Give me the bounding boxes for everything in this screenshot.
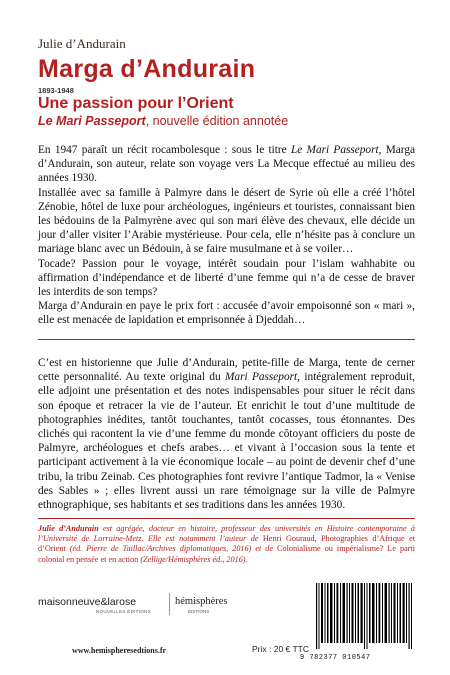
bio-book-title: Henri Gouraud, Photographies d’Afrique et d’Orient (38, 534, 415, 554)
publisher-separator (169, 593, 170, 615)
edition-note: , nouvelle édition annotée (145, 114, 289, 128)
blurb-paragraph (38, 356, 415, 512)
book-subtitle: Une passion pour l’Orient (38, 95, 234, 112)
price-label: Prix : 20 € TTC (252, 644, 309, 654)
blurb-book-title: Le Mari Passeport (290, 144, 379, 156)
blurb-book-title: Mari Passeport (225, 371, 298, 384)
bio-text: (éd. Pierre de Taillac/Archives diplomatiques, 2016) et de (65, 544, 278, 554)
blurb-text: C’est en historienne que Julie d’Andurain, petite-fille de Marga, tente de cerner cette personnalité. Au texte original du (38, 357, 415, 384)
author-bio (38, 524, 415, 565)
life-dates: 1893-1948 (38, 86, 74, 95)
edition-title: Le Mari Passeport (38, 114, 146, 128)
edition-line (38, 114, 288, 128)
blurb-text: , Marga d’Andurain, son auteur, relate son voyage vers La Mecque effectué au milieu des années 1930. (38, 144, 415, 185)
publisher-logo-maisonneuve: maisonneuve&larose (38, 596, 137, 608)
bio-text: est agrégée, docteur en histoire, professeur des universités en Histoire contemporaine à l’Université de Lorraine-Metz. Elle est notamment l’auteur de (38, 524, 415, 544)
divider-rule (38, 518, 415, 519)
blurb-paragraph: Installée avec sa famille à Palmyre dans le désert de Syrie où elle a créé l’hôtel Zénobie, hôtel de luxe pour archéologues, ingénieurs et touristes, connaissant bien les bédouins de la Palmyrène avec qui son mari élève des chevaux, elle décide un jour d’aller visiter l’Arabie mystérieuse. Pour cela, elle n’hésite pas à conclure un mariage blanc avec un Bédouin, à se faire musulmane et à se voiler… (38, 186, 415, 256)
barcode-image (314, 583, 416, 649)
publisher-logo-hemispheres: hémisphères (175, 596, 228, 607)
publisher-website: www.hemispheresedtions.fr (72, 646, 167, 655)
blurb-paragraph (38, 143, 415, 186)
bio-text: (Zellige/Hémisphères éd., 2016). (138, 554, 248, 564)
divider-rule (38, 339, 415, 340)
blurb-text: , intégralement reproduit, elle adjoint une présentation et des notes indispensables pour situer le récit dans son époque et retracer la vie de l’auteur. Et enrichit le tout d’une multitude de photographies inédites, tantôt touchantes, tantôt cocasses, tous étonnantes. Des clichés qui racontent la vie d’une femme du monde côtoyant officiers du poste de Palmyre, archéologues et chefs arabes… et vivant à l’occasion sous la tente et participant activement à la vie économique locale – au point de devenir chef d’une tribu, la tribu Zeinab. Ces photographies font revivre l’antique Tadmor, la « Venise des Sables » ; elles livrent aussi un rare témoignage sur la ville de Palmyre ethnographique, ses habitants et ses traditions dans les années 1930. (38, 371, 416, 512)
blurb-text: En 1947 paraît un récit rocambolesque : sous le titre (38, 144, 291, 156)
book-title: Marga d’Andurain (38, 55, 256, 83)
author-name: Julie d’Andurain (38, 36, 126, 51)
isbn-number: 9 782377 010547 (300, 654, 371, 662)
blurb-paragraph: Tocade? Passion pour le voyage, intérêt soudain pour l’islam wahhabite ou affirmation d’indépendance et de liberté d’une femme qui n’a de cesse de braver les interdits de son temps? (38, 257, 415, 299)
blurb-section-1 (38, 143, 415, 328)
publisher-logo-hemispheres-sub: ÉDITIONS (188, 609, 210, 614)
bio-book-title: Colonialisme ou impérialisme? Le parti colonial en pensée et en action (38, 544, 415, 564)
blurb-paragraph: Marga d’Andurain en paye le prix fort : accusée d’avoir empoisonné son « mari », elle est menacée de lapidation et emprisonnée à Djeddah… (38, 300, 415, 327)
blurb-section-2 (38, 356, 415, 512)
publisher-logo-maisonneuve-sub: NOUVELLES ÉDITIONS (96, 609, 151, 614)
bio-author-name: Julie d’Andurain (38, 524, 99, 533)
